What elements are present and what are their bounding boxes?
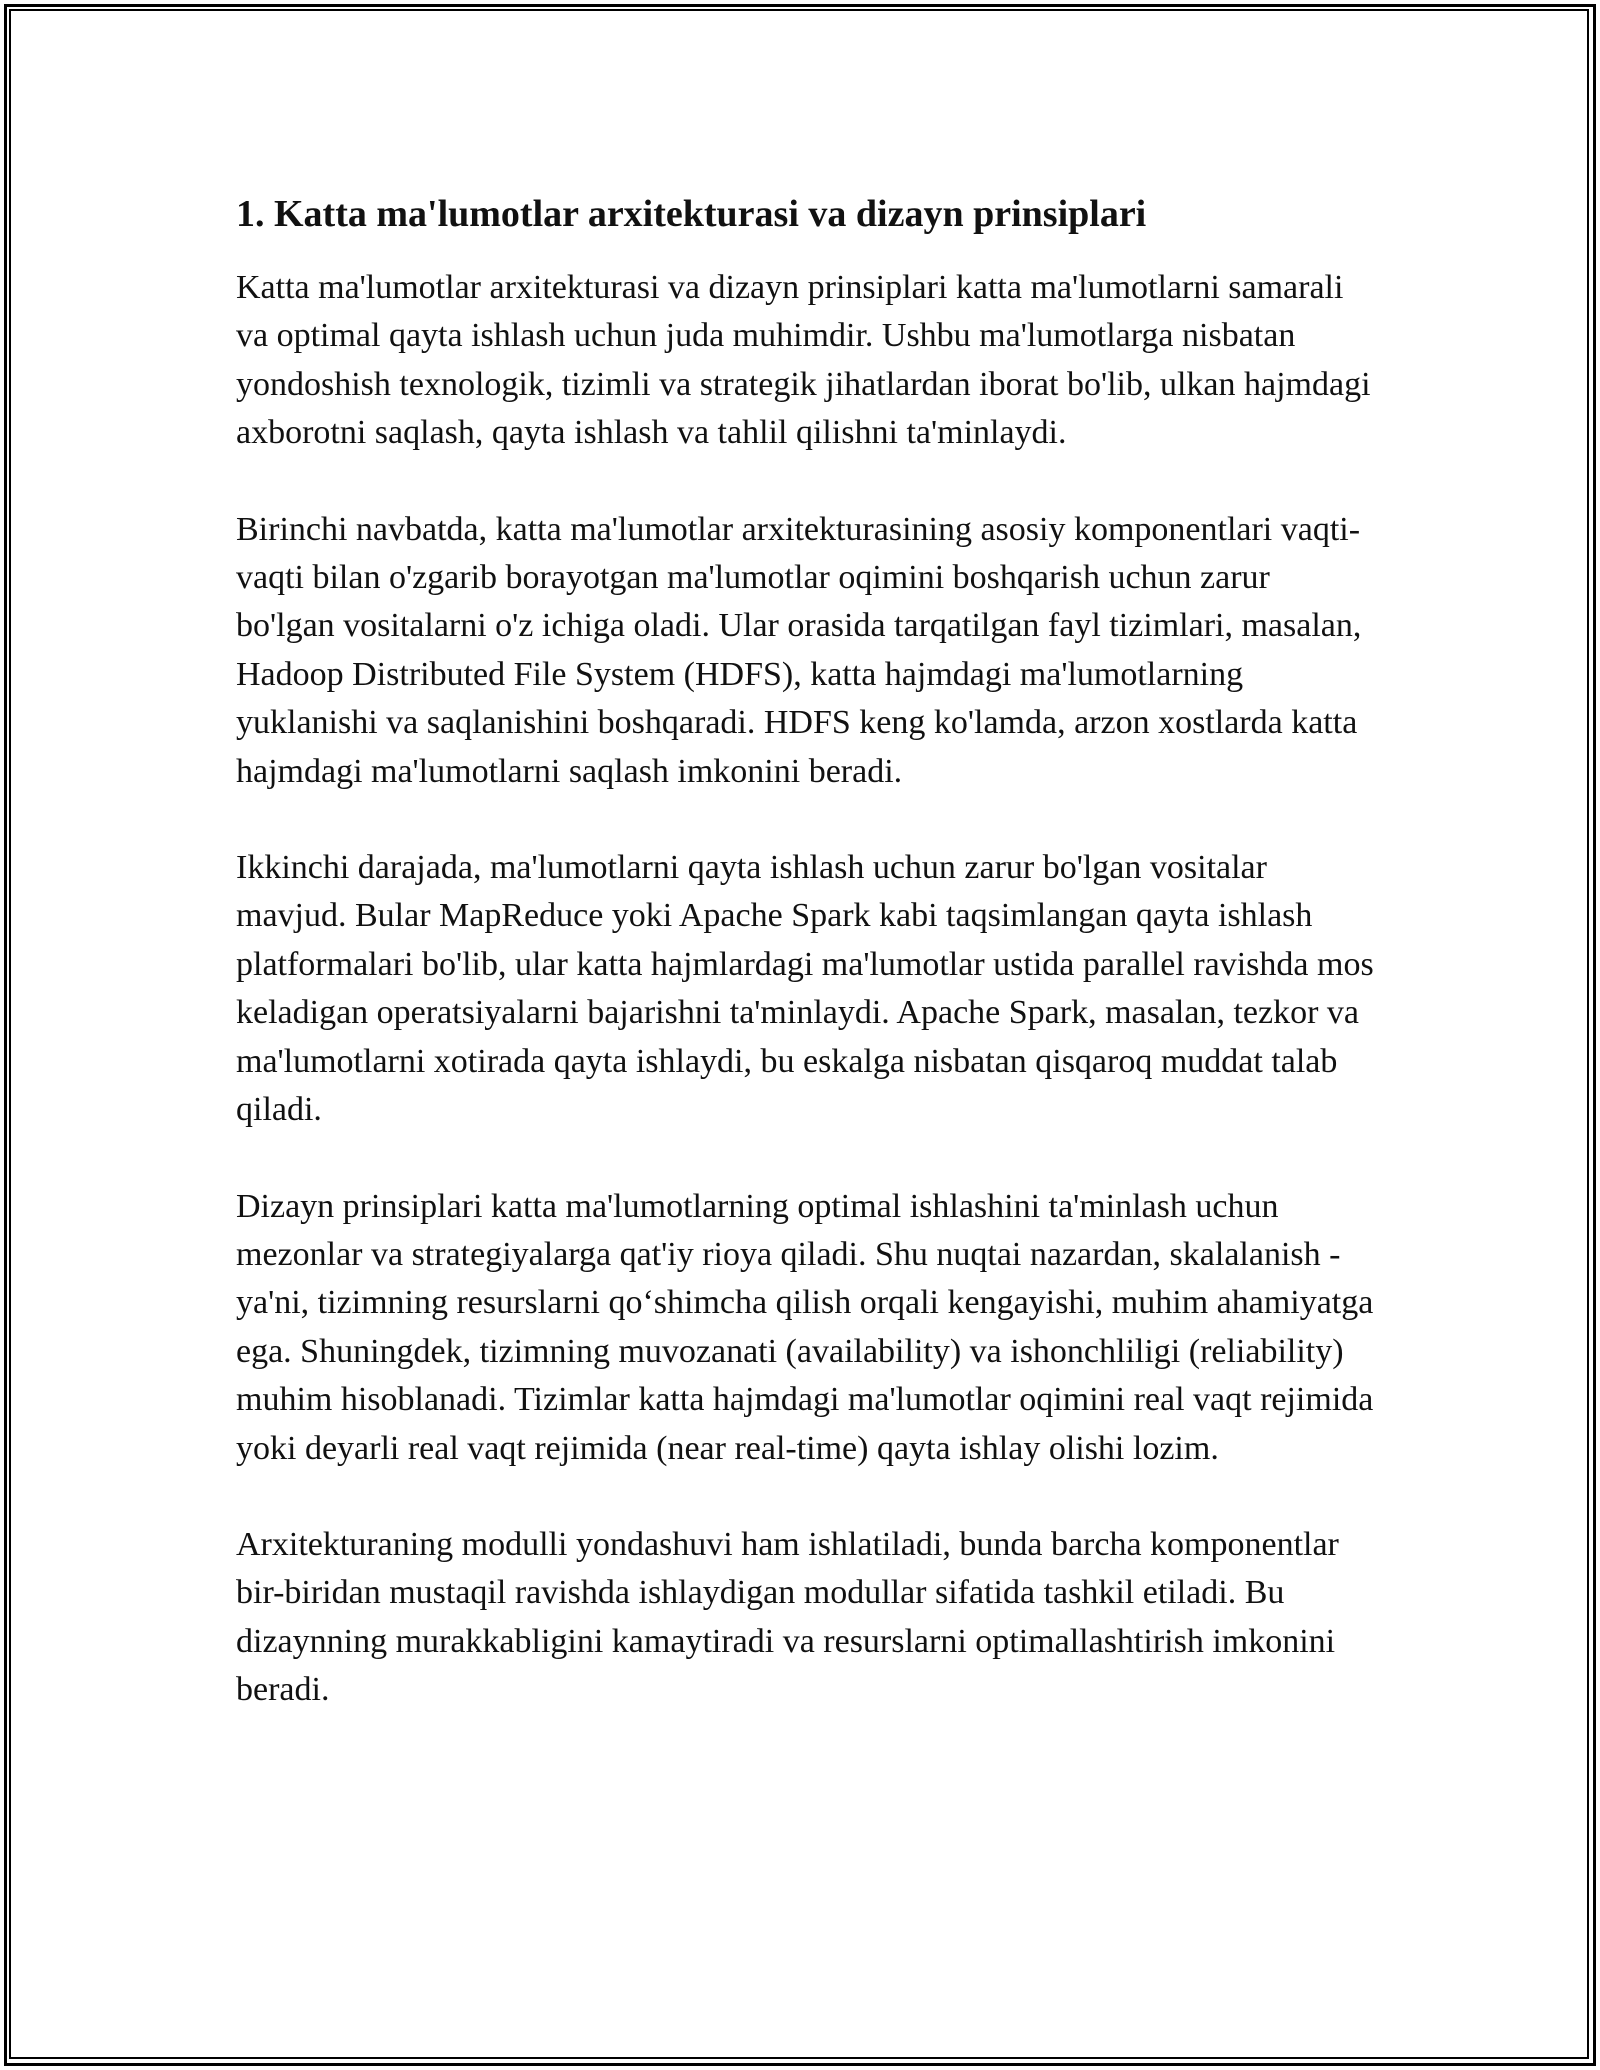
paragraph-1: Katta ma'lumotlar arxitekturasi va dizayn prinsiplari katta ma'lumotlarni samarali va optimal qayta ishlash uchun juda muhimdir. Ushbu ma'lumotlarga nisbatan yondoshish texnologik, tizimli va strategik jihatlardan iborat bo'lib, ulkan hajmdagi axborotni saqlash, qayta ishlash va tahlil qilishni ta'minlaydi.	[236, 269, 1371, 452]
document-body	[236, 186, 1376, 1715]
section-heading: 1. Katta ma'lumotlar arxitekturasi va dizayn prinsiplari	[236, 193, 1147, 235]
paragraph-4: Dizayn prinsiplari katta ma'lumotlarning optimal ishlashini ta'minlash uchun mezonlar va strategiyalarga qat'iy rioya qiladi. Shu nuqtai nazardan, skalalanish - ya'ni, tizimning resurslarni qo‘shimcha qilish orqali kengayishi, muhim ahamiyatga ega. Shuningdek, tizimning muvozanati (availability) va ishonchliligi (reliability) muhim hisoblanadi. Tizimlar katta hajmdagi ma'lumotlar oqimini real vaqt rejimida yoki deyarli real vaqt rejimida (near real-time) qayta ishlay olishi lozim.	[236, 1187, 1374, 1467]
paragraph-2: Birinchi navbatda, katta ma'lumotlar arxitekturasining asosiy komponentlari vaqti-vaqti bilan o'zgarib borayotgan ma'lumotlar oqimini boshqarish uchun zarur bo'lgan vositalarni o'z ichiga oladi. Ular orasida tarqatilgan fayl tizimlari, masalan, Hadoop Distributed File System (HDFS), katta hajmdagi ma'lumotlarning yuklanishi va saqlanishini boshqaradi. HDFS keng ko'lamda, arzon xostlarda katta hajmdagi ma'lumotlarni saqlash imkonini beradi.	[236, 510, 1362, 790]
paragraph-3: Ikkinchi darajada, ma'lumotlarni qayta ishlash uchun zarur bo'lgan vositalar mavjud. Bular MapReduce yoki Apache Spark kabi taqsimlangan qayta ishlash platformalari bo'lib, ular katta hajmlardagi ma'lumotlar ustida parallel ravishda mos keladigan operatsiyalarni bajarishni ta'minlaydi. Apache Spark, masalan, tezkor va ma'lumotlarni xotirada qayta ishlaydi, bu eskalga nisbatan qisqaroq muddat talab qiladi.	[236, 849, 1374, 1129]
paragraph-5: Arxitekturaning modulli yondashuvi ham ishlatiladi, bunda barcha komponentlar bir-biridan mustaqil ravishda ishlaydigan modullar sifatida tashkil etiladi. Bu dizaynning murakkabligini kamaytiradi va resurslarni optimallashtirish imkonini beradi.	[236, 1525, 1339, 1709]
